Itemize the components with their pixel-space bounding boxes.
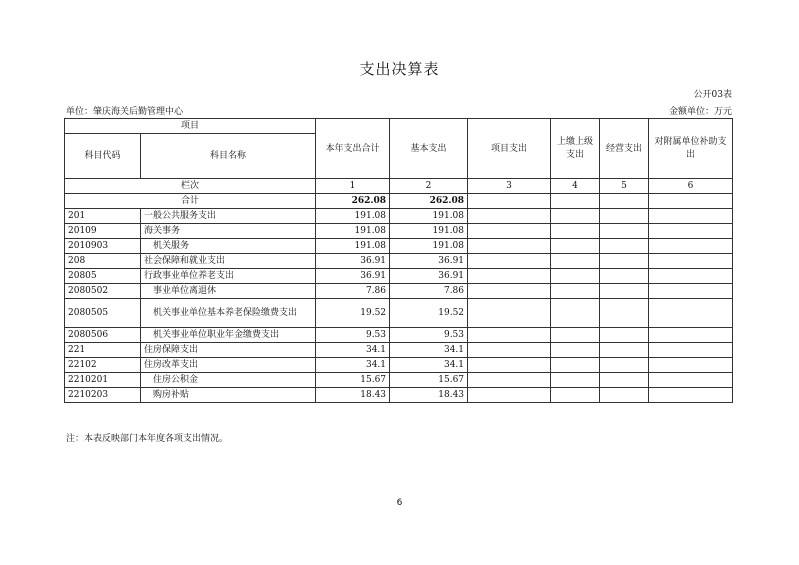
row-name: 住房公积金 bbox=[141, 373, 316, 388]
empty-cell bbox=[649, 224, 733, 239]
row-code: 20109 bbox=[65, 224, 141, 239]
header-total: 本年支出合计 bbox=[316, 119, 390, 179]
empty-cell bbox=[600, 328, 649, 343]
row-code: 221 bbox=[65, 343, 141, 358]
table-row bbox=[65, 284, 733, 299]
empty-cell bbox=[600, 299, 649, 328]
row-code: 201 bbox=[65, 209, 141, 224]
row-name: 购房补贴 bbox=[141, 388, 316, 403]
row-total: 15.67 bbox=[316, 373, 390, 388]
expenditure-table bbox=[64, 118, 733, 403]
empty-cell bbox=[649, 299, 733, 328]
empty-cell bbox=[600, 269, 649, 284]
row-basic: 36.91 bbox=[390, 254, 468, 269]
col-num-6: 6 bbox=[649, 179, 733, 194]
header-business: 经营支出 bbox=[600, 119, 649, 179]
empty-cell bbox=[600, 284, 649, 299]
form-number: 公开03表 bbox=[693, 90, 732, 100]
col-num-1: 1 bbox=[316, 179, 390, 194]
row-code: 20805 bbox=[65, 269, 141, 284]
row-code: 22102 bbox=[65, 358, 141, 373]
empty-cell bbox=[600, 209, 649, 224]
empty-cell bbox=[468, 239, 551, 254]
empty-cell bbox=[468, 358, 551, 373]
empty-cell bbox=[468, 388, 551, 403]
total-row-label: 合计 bbox=[65, 194, 316, 209]
empty-cell bbox=[468, 343, 551, 358]
row-code: 2010903 bbox=[65, 239, 141, 254]
empty-cell bbox=[600, 358, 649, 373]
table-note: 注：本表反映部门本年度各项支出情况。 bbox=[66, 434, 229, 444]
empty-cell bbox=[551, 239, 600, 254]
empty-cell bbox=[551, 388, 600, 403]
table-row bbox=[65, 373, 733, 388]
header-code: 科目代码 bbox=[65, 134, 141, 179]
empty-cell bbox=[649, 194, 733, 209]
empty-cell bbox=[649, 239, 733, 254]
empty-cell bbox=[551, 343, 600, 358]
row-code: 2080506 bbox=[65, 328, 141, 343]
empty-cell bbox=[649, 209, 733, 224]
row-total: 34.1 bbox=[316, 343, 390, 358]
empty-cell bbox=[551, 328, 600, 343]
header-item: 项目 bbox=[65, 119, 316, 134]
amount-unit: 金额单位：万元 bbox=[668, 107, 732, 117]
empty-cell bbox=[600, 194, 649, 209]
empty-cell bbox=[551, 269, 600, 284]
row-basic: 15.67 bbox=[390, 373, 468, 388]
empty-cell bbox=[551, 194, 600, 209]
col-num-3: 3 bbox=[468, 179, 551, 194]
row-name: 机关事业单位职业年金缴费支出 bbox=[141, 328, 316, 343]
empty-cell bbox=[649, 254, 733, 269]
row-total: 34.1 bbox=[316, 358, 390, 373]
empty-cell bbox=[468, 209, 551, 224]
total-row-total: 262.08 bbox=[316, 194, 390, 209]
row-name: 社会保障和就业支出 bbox=[141, 254, 316, 269]
col-num-5: 5 bbox=[600, 179, 649, 194]
row-total: 191.08 bbox=[316, 239, 390, 254]
empty-cell bbox=[649, 284, 733, 299]
row-name: 住房改革支出 bbox=[141, 358, 316, 373]
row-total: 18.43 bbox=[316, 388, 390, 403]
row-total: 9.53 bbox=[316, 328, 390, 343]
empty-cell bbox=[649, 343, 733, 358]
table-row bbox=[65, 328, 733, 343]
row-total: 36.91 bbox=[316, 269, 390, 284]
table-row bbox=[65, 254, 733, 269]
page-title: 支出决算表 bbox=[359, 60, 440, 78]
row-name: 事业单位离退休 bbox=[141, 284, 316, 299]
empty-cell bbox=[600, 224, 649, 239]
empty-cell bbox=[468, 373, 551, 388]
row-name: 机关服务 bbox=[141, 239, 316, 254]
row-basic: 7.86 bbox=[390, 284, 468, 299]
row-code: 2210203 bbox=[65, 388, 141, 403]
table-row bbox=[65, 388, 733, 403]
empty-cell bbox=[600, 343, 649, 358]
row-total: 19.52 bbox=[316, 299, 390, 328]
empty-cell bbox=[551, 358, 600, 373]
row-name: 海关事务 bbox=[141, 224, 316, 239]
empty-cell bbox=[649, 358, 733, 373]
row-basic: 191.08 bbox=[390, 209, 468, 224]
empty-cell bbox=[551, 254, 600, 269]
empty-cell bbox=[551, 373, 600, 388]
empty-cell bbox=[600, 254, 649, 269]
row-basic: 36.91 bbox=[390, 269, 468, 284]
empty-cell bbox=[600, 373, 649, 388]
empty-cell bbox=[551, 299, 600, 328]
empty-cell bbox=[649, 328, 733, 343]
empty-cell bbox=[649, 373, 733, 388]
header-basic: 基本支出 bbox=[390, 119, 468, 179]
header-upper: 上缴上级支出 bbox=[551, 119, 600, 179]
table-row bbox=[65, 358, 733, 373]
row-basic: 19.52 bbox=[390, 299, 468, 328]
empty-cell bbox=[468, 224, 551, 239]
row-code: 208 bbox=[65, 254, 141, 269]
col-num-2: 2 bbox=[390, 179, 468, 194]
empty-cell bbox=[468, 194, 551, 209]
row-total: 7.86 bbox=[316, 284, 390, 299]
column-label: 栏次 bbox=[65, 179, 316, 194]
total-row-basic: 262.08 bbox=[390, 194, 468, 209]
row-name: 行政事业单位养老支出 bbox=[141, 269, 316, 284]
row-basic: 34.1 bbox=[390, 358, 468, 373]
row-code: 2080505 bbox=[65, 299, 141, 328]
empty-cell bbox=[468, 254, 551, 269]
empty-cell bbox=[649, 388, 733, 403]
empty-cell bbox=[649, 269, 733, 284]
empty-cell bbox=[468, 328, 551, 343]
header-subsidiary: 对附属单位补助支出 bbox=[649, 119, 733, 179]
row-name: 一般公共服务支出 bbox=[141, 209, 316, 224]
col-num-4: 4 bbox=[551, 179, 600, 194]
table-row bbox=[65, 224, 733, 239]
row-total: 36.91 bbox=[316, 254, 390, 269]
row-name: 机关事业单位基本养老保险缴费支出 bbox=[141, 299, 316, 328]
row-basic: 9.53 bbox=[390, 328, 468, 343]
table-row bbox=[65, 343, 733, 358]
row-name: 住房保障支出 bbox=[141, 343, 316, 358]
empty-cell bbox=[551, 284, 600, 299]
reporting-unit: 单位：肇庆海关后勤管理中心 bbox=[66, 107, 184, 117]
table-row bbox=[65, 269, 733, 284]
empty-cell bbox=[551, 209, 600, 224]
empty-cell bbox=[600, 239, 649, 254]
row-code: 2080502 bbox=[65, 284, 141, 299]
header-project: 项目支出 bbox=[468, 119, 551, 179]
row-total: 191.08 bbox=[316, 224, 390, 239]
row-basic: 191.08 bbox=[390, 239, 468, 254]
empty-cell bbox=[551, 224, 600, 239]
empty-cell bbox=[600, 388, 649, 403]
row-basic: 18.43 bbox=[390, 388, 468, 403]
page-number: 6 bbox=[396, 498, 403, 508]
row-total: 191.08 bbox=[316, 209, 390, 224]
empty-cell bbox=[468, 284, 551, 299]
row-basic: 191.08 bbox=[390, 224, 468, 239]
table-row bbox=[65, 299, 733, 328]
header-name: 科目名称 bbox=[141, 134, 316, 179]
row-code: 2210201 bbox=[65, 373, 141, 388]
table-row bbox=[65, 209, 733, 224]
row-basic: 34.1 bbox=[390, 343, 468, 358]
empty-cell bbox=[468, 269, 551, 284]
empty-cell bbox=[468, 299, 551, 328]
table-row bbox=[65, 239, 733, 254]
